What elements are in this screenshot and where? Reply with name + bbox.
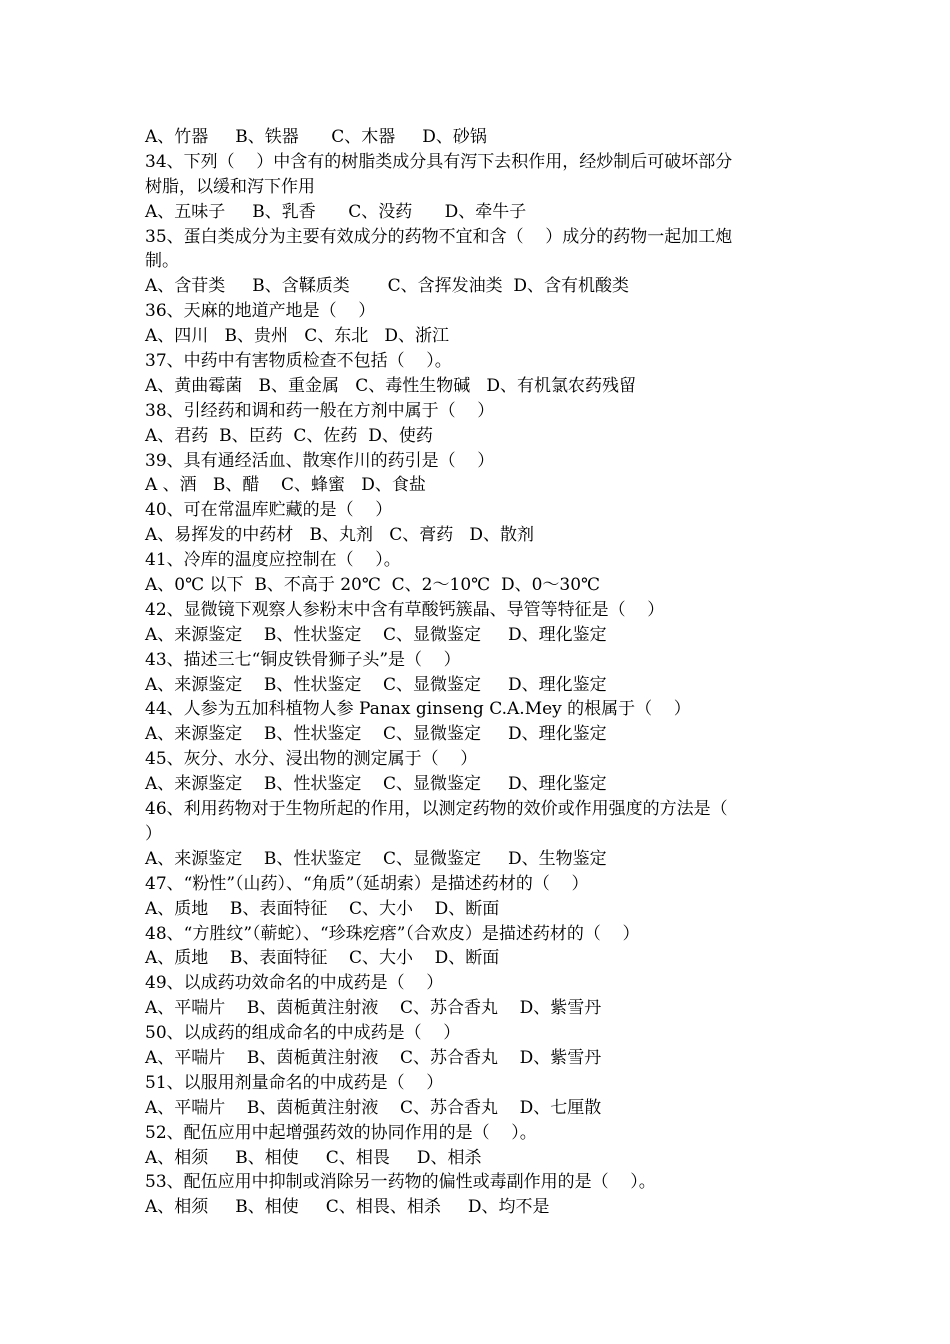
answer-options-48: A、质地 B、表面特征 C、大小 D、断面 [145,948,500,969]
answer-options-44: A、来源鉴定 B、性状鉴定 C、显微鉴定 D、理化鉴定 [145,724,607,745]
question-36: 36、天麻的地道产地是（ ） [145,301,376,322]
question-43: 43、描述三七“铜皮铁骨狮子头”是（ ） [145,649,461,670]
document-page [145,125,810,1220]
answer-options-43: A、来源鉴定 B、性状鉴定 C、显微鉴定 D、理化鉴定 [145,674,607,695]
question-46-cont: ） [145,823,162,844]
answer-options-45: A、来源鉴定 B、性状鉴定 C、显微鉴定 D、理化鉴定 [145,774,607,795]
question-38: 38、引经药和调和药一般在方剂中属于（ ） [145,400,495,421]
answer-options-46: A、来源鉴定 B、性状鉴定 C、显微鉴定 D、生物鉴定 [145,848,607,869]
answer-options-37: A、黄曲霉菌 B、重金属 C、毒性生物碱 D、有机氯农药残留 [145,375,637,396]
question-47: 47、“粉性”（山药）、“角质”（延胡索）是描述药材的（ ） [145,873,589,894]
question-48: 48、“方胜纹”（蕲蛇）、“珍珠疙瘩”（合欢皮）是描述药材的（ ） [145,923,640,944]
question-42: 42、显微镜下观察人参粉末中含有草酸钙簇晶、导管等特征是（ ） [145,599,665,620]
answer-options-40: A、易挥发的中药材 B、丸剂 C、膏药 D、散剂 [145,525,535,546]
answer-options-51: A、平喘片 B、茵栀黄注射液 C、苏合香丸 D、七厘散 [145,1097,602,1118]
answer-options-52: A、相须 B、相使 C、相畏 D、相杀 [145,1147,482,1168]
question-37: 37、中药中有害物质检查不包括（ ）。 [145,351,452,372]
question-46: 46、利用药物对于生物所起的作用，以测定药物的效价或作用强度的方法是（ [145,799,728,820]
question-41: 41、冷库的温度应控制在（ ）。 [145,550,401,571]
answer-options-47: A、质地 B、表面特征 C、大小 D、断面 [145,898,500,919]
question-34-cont: 树脂，以缓和泻下作用 [145,176,315,197]
question-44: 44、人参为五加科植物人参 Panax ginseng C.A.Mey 的根属于（ ） [145,699,691,720]
question-53: 53、配伍应用中抑制或消除另一药物的偏性或毒副作用的是（ ）。 [145,1172,656,1193]
answer-options-42: A、来源鉴定 B、性状鉴定 C、显微鉴定 D、理化鉴定 [145,624,607,645]
question-51: 51、以服用剂量命名的中成药是（ ） [145,1072,444,1093]
answer-options-38: A、君药 B、臣药 C、佐药 D、使药 [145,425,433,446]
answer-options-49: A、平喘片 B、茵栀黄注射液 C、苏合香丸 D、紫雪丹 [145,998,602,1019]
question-35-cont: 制。 [145,251,179,272]
answer-options-33: A、竹器 B、铁器 C、木器 D、砂锅 [145,127,487,147]
question-34: 34、下列（ ）中含有的树脂类成分具有泻下去积作用，经炒制后可破坏部分 [145,151,733,172]
answer-options-50: A、平喘片 B、茵栀黄注射液 C、苏合香丸 D、紫雪丹 [145,1047,602,1068]
question-50: 50、以成药的组成命名的中成药是（ ） [145,1023,461,1044]
question-35: 35、蛋白类成分为主要有效成分的药物不宜和含（ ）成分的药物一起加工炮 [145,226,733,247]
answer-options-35: A、含苷类 B、含鞣质类 C、含挥发油类 D、含有机酸类 [145,276,630,297]
answer-options-53: A、相须 B、相使 C、相畏、相杀 D、均不是 [145,1197,550,1218]
question-49: 49、以成药功效命名的中成药是（ ） [145,973,444,994]
question-52: 52、配伍应用中起增强药效的协同作用的是（ ）。 [145,1122,537,1143]
answer-options-39: A 、酒 B、醋 C、蜂蜜 D、食盐 [145,475,426,496]
question-40: 40、可在常温库贮藏的是（ ） [145,500,393,521]
question-39: 39、具有通经活血、散寒作川的药引是（ ） [145,450,495,471]
answer-options-36: A、四川 B、贵州 C、东北 D、浙江 [145,326,450,347]
answer-options-41: A、0℃ 以下 B、不高于 20℃ C、2～10℃ D、0～30℃ [145,575,601,596]
question-45: 45、灰分、水分、浸出物的测定属于（ ） [145,749,478,770]
answer-options-34: A、五味子 B、乳香 C、没药 D、牵牛子 [145,201,527,222]
